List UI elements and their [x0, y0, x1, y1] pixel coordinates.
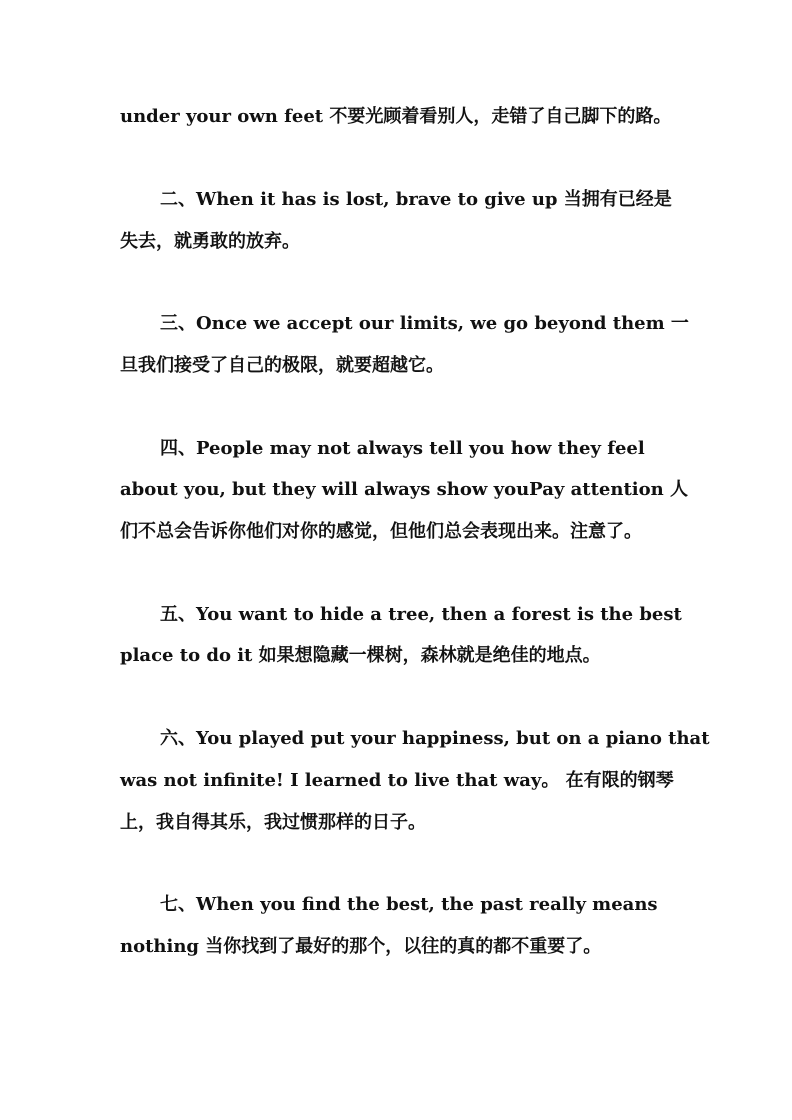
- paragraph-6-line-1: 七、When you find the best, the past really means: [160, 894, 658, 915]
- paragraph-3-line-3: 们不总会告诉你他们对你的感觉，但他们总会表现出来。注意了。: [120, 521, 642, 542]
- paragraph-5-line-2: was not infinite! I learned to live that way。 在有限的钢琴: [120, 770, 674, 791]
- paragraph-5-line-1: 六、You played put your happiness, but on a piano that: [160, 728, 710, 749]
- paragraph-4-line-2: place to do it 如果想隐藏一棵树，森林就是绝佳的地点。: [120, 645, 601, 666]
- paragraph-5-line-3: 上，我自得其乐，我过惯那样的日子。: [120, 812, 426, 833]
- paragraph-1-line-1: 二、When it has is lost, brave to give up 当拥有已经是: [160, 189, 672, 210]
- paragraph-1-line-2: 失去，就勇敢的放弃。: [120, 231, 300, 252]
- paragraph-3-line-1: 四、People may not always tell you how they feel: [160, 438, 645, 459]
- paragraph-6-line-2: nothing 当你找到了最好的那个，以往的真的都不重要了。: [120, 936, 602, 957]
- paragraph-2-line-2: 旦我们接受了自己的极限，就要超越它。: [120, 355, 444, 376]
- paragraph-2-line-1: 三、Once we accept our limits, we go beyond them 一: [160, 313, 689, 334]
- paragraph-3-line-2: about you, but they will always show youPay attention 人: [120, 479, 688, 500]
- paragraph-4-line-1: 五、You want to hide a tree, then a forest is the best: [160, 604, 682, 625]
- paragraph-0-line-1: under your own feet 不要光顾着看别人，走错了自己脚下的路。: [120, 106, 672, 127]
